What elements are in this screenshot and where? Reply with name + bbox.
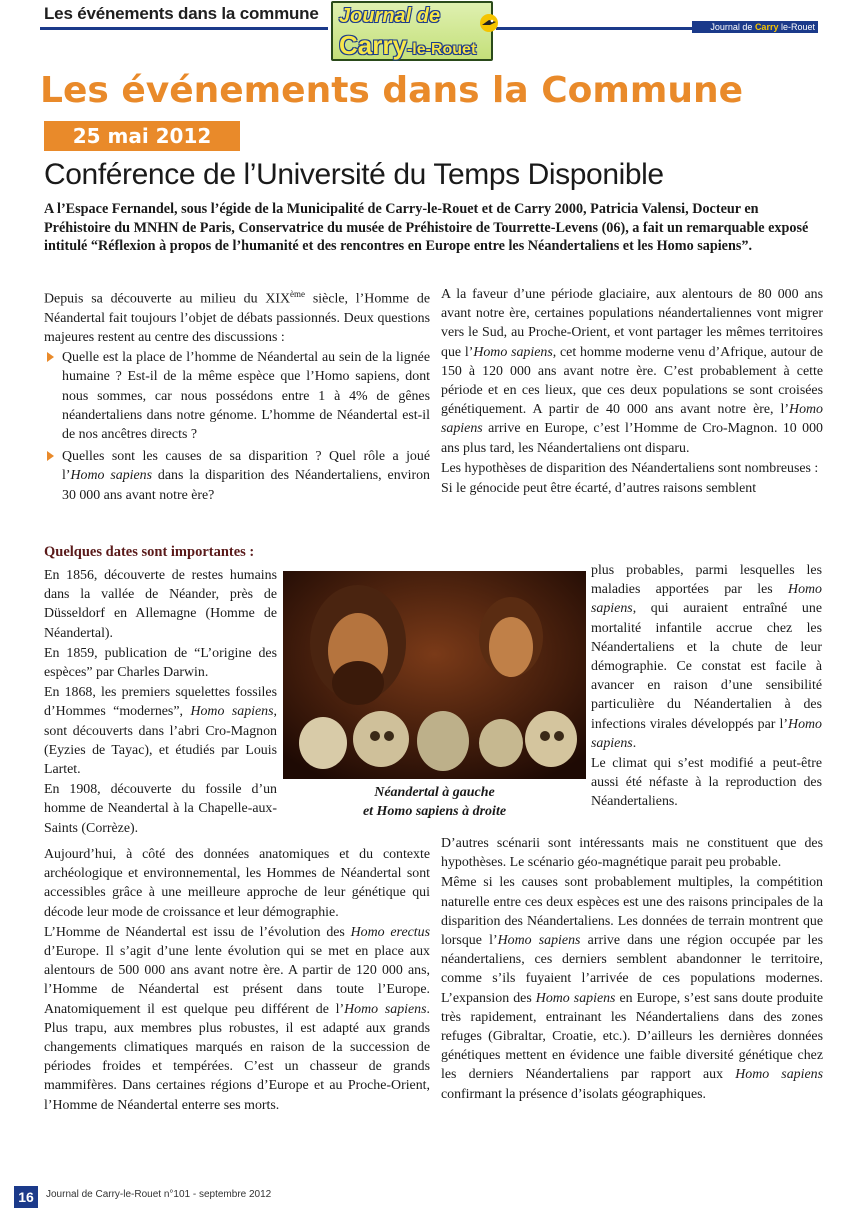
footer-text: Journal de Carry-le-Rouet n°101 - septembre 2012 — [46, 1189, 272, 1200]
paragraph: A la faveur d’une période glaciaire, aux alentours de 80 000 ans avant notre ère, certaines populations néandertaliennes vont migrer vers le Sud, au Proche-Orient, et vont partager les mêmes territoires que l’Homo sapiens, cet homme moderne venu d’Afrique, autour de 150 à 120 000 ans avant notre ère. C’est probablement à cette période et en ces lieux, que ces deux populations se sont croisées génétiquement. A partir de 40 000 ans avant notre ère, l’Homo sapiens arrive en Europe, c’est l’Homme de Cro-Magnon. 10 000 ans plus tard, les Néandertaliens ont disparu. — [441, 287, 823, 456]
logo-line2: Carry-le-Rouet — [339, 30, 477, 60]
bird-icon — [478, 13, 500, 33]
header-rule-left — [40, 27, 328, 30]
left-column-top — [44, 285, 430, 508]
corner-banner: Journal de Carry le-Rouet — [692, 21, 818, 33]
neanderthal-sapiens-photo — [283, 571, 586, 779]
paragraph: Le climat qui s’est modifié a peut-être aussi été néfaste à la reproduction des Néandertaliens. — [591, 756, 822, 810]
journal-logo — [331, 1, 493, 61]
right-column-top — [441, 285, 823, 499]
article-title: Conférence de l’Université du Temps Disponible — [44, 158, 664, 191]
right-column-narrow — [591, 561, 822, 813]
page-headline: Les événements dans la Commune — [40, 70, 744, 111]
paragraph: Depuis sa découverte au milieu du XIXème siècle, l’Homme de Néandertal fait toujours l’objet de débats passionnés. Deux questions majeures restent au centre des discussions : — [44, 289, 430, 346]
article-intro: A l’Espace Fernandel, sous l’égide de la Municipalité de Carry-le-Rouet et de Carry 2000, Patricia Valensi, Docteur en Préhistoire du MNHN de Paris, Conservatrice du musée de Préhistoire de Tourrette-Levens (06), a fait un remarquable exposé intitulé “Réflexion à propos de l’humanité et des rencontres en Europe entre les Néandertaliens et les Homo sapiens”. — [44, 201, 809, 255]
date-item: En 1856, découverte de restes humains dans la vallée de Néander, près de Düsseldorf en Allemagne (Homme de Néandertal). — [44, 568, 277, 641]
paragraph: Aujourd’hui, à côté des données anatomiques et du contexte archéologique et environnemental, les Hommes de Néandertal sont accessibles grâce à une meilleure approche de leur génétique qui décode leur mode de croissance et leur démographie. — [44, 847, 430, 920]
triangle-bullet-icon — [47, 352, 54, 362]
paragraph: Les hypothèses de disparition des Néandertaliens sont nombreuses : — [441, 460, 819, 476]
section-tag: Les événements dans la commune — [44, 4, 319, 23]
logo-line1: Journal de — [339, 5, 441, 27]
question-list — [44, 348, 430, 505]
left-column-bottom — [44, 845, 430, 1116]
date-item: En 1859, publication de “L’origine des espèces” par Charles Darwin. — [44, 645, 277, 681]
dates-heading: Quelques dates sont importantes : — [44, 544, 255, 560]
right-column-bottom — [441, 834, 823, 1105]
triangle-bullet-icon — [47, 451, 54, 461]
date-item: En 1868, les premiers squelettes fossiles d’Hommes “modernes”, Homo sapiens, sont découverts dans l’abri Cro-Magnon (Eyzies de Tayac), et étudiés par Louis Lartet. — [44, 685, 277, 778]
paragraph: Si le génocide peut être écarté, d’autres raisons semblent — [441, 481, 757, 497]
event-date: 25 mai 2012 — [44, 121, 240, 151]
date-item: En 1908, découverte du fossile d’un homme de Neandertal à la Chapelle-aux-Saints (Corrèze). — [44, 782, 277, 836]
photo-caption: Néandertal à gauche et Homo sapiens à droite — [362, 785, 507, 819]
paragraph: L’Homme de Néandertal est issu de l’évolution des Homo erectus d’Europe. Il s’agit d’une lente évolution qui se met en place aux alentours de 500 000 ans avant notre ère. A partir de 120 000 ans, l’Homme de Néandertal est présent dans toute l’Europe. Anatomiquement il est quelque peu différent de l’Homo sapiens. Plus trapu, aux membres plus robustes, il est adapté aux grands changements climatiques marqués en raison de la succession de périodes froides et tempérées. C’est un chasseur de grands mammifères. Dans certaines régions d’Europe et au Proche-Orient, l’Homme de Néandertal enterre ses morts. — [44, 924, 430, 1113]
dates-list — [44, 566, 277, 839]
page-number: 16 — [14, 1186, 38, 1208]
paragraph: D’autres scénarii sont intéressants mais ne constituent que des hypothèses. Le scénario géo-magnétique parait peu probable. — [441, 836, 823, 871]
paragraph: plus probables, parmi lesquelles les maladies apportées par les Homo sapiens, qui auraient entraîné une mortalité infantile accrue chez les Néandertaliens et la chute de leur démographie. Ce constat est facile à avancer en raison d’une sensibilité particulière du Néandertalien à des infections virales développés par l’Homo sapiens. — [591, 563, 822, 751]
paragraph: Même si les causes sont probablement multiples, la compétition naturelle entre ces deux espèces est une des raisons principales de la disparition des Néandertaliens. Les données de terrain montrent que lorsque l’Homo sapiens arrive dans une région occupée par les néandertaliens, ces derniers semblent abandonner le territoire, comme s’ils fuyaient l’arrivée de ces populations modernes. L’expansion des Homo sapiens en Europe, s’est sans doute produite très rapidement, entrainant les Néandertaliens dans des zones refuges (Gibraltar, Croatie, etc.). D’ailleurs les dernières données génétiques mettent en évidence une faible diversité génétique chez les derniers Néandertaliens par rapport aux Homo sapiens confirmant la présence d’isolats géographiques. — [441, 875, 823, 1102]
list-item: Quelles sont les causes de sa disparition ? Quel rôle a joué l’Homo sapiens dans la disparition des Néandertaliens, environ 30 000 ans avant notre ère? — [44, 447, 430, 505]
list-item: Quelle est la place de l’homme de Néandertal au sein de la lignée humaine ? Est-il de la même espèce que l’Homo sapiens, dont nous sommes, car nous possédons entre 1 à 4% de gênes néandertaliens dans notre génome. L’homme de Néandertal est-il de nos ancêtres directs ? — [44, 348, 430, 444]
